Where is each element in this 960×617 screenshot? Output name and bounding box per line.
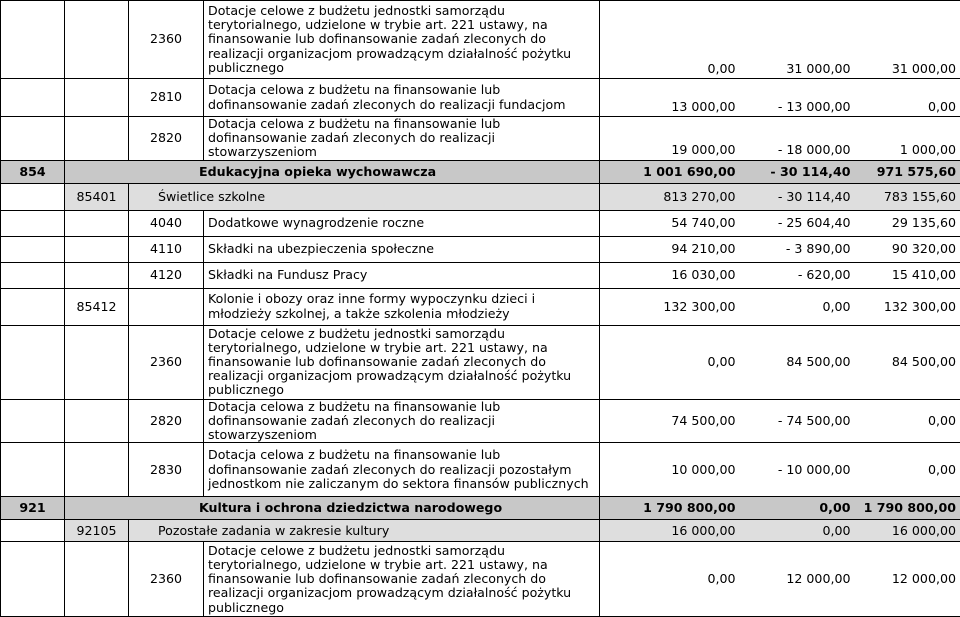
after-amount: 971 575,60: [855, 160, 960, 183]
plan-amount: 54 740,00: [600, 210, 740, 236]
rozdzial-row: [1, 183, 960, 210]
plan-amount: 94 210,00: [600, 236, 740, 262]
plan-amount: 74 500,00: [600, 399, 740, 443]
rozdzial-cell: [65, 443, 129, 497]
plan-amount: 16 000,00: [600, 520, 740, 542]
dzial-code: 854: [1, 160, 65, 183]
table-row: [1, 117, 960, 161]
paragraph-code: 4120: [129, 262, 204, 288]
table-row: [1, 542, 960, 617]
dzial-cell: [1, 262, 65, 288]
paragraph-code: 2820: [129, 117, 204, 161]
after-amount: 1 790 800,00: [855, 497, 960, 520]
plan-amount: 132 300,00: [600, 288, 740, 325]
plan-amount: 813 270,00: [600, 183, 740, 210]
dzial-name: Edukacyjna opieka wychowawcza: [65, 160, 600, 183]
rozdzial-row: [1, 288, 960, 325]
dzial-name: Kultura i ochrona dziedzictwa narodowego: [65, 497, 600, 520]
change-amount: 31 000,00: [740, 1, 855, 79]
rozdzial-cell: [65, 236, 129, 262]
row-description: Dodatkowe wynagrodzenie roczne: [204, 210, 600, 236]
dzial-cell: [1, 236, 65, 262]
rozdzial-cell: [65, 117, 129, 161]
change-amount: - 620,00: [740, 262, 855, 288]
table-row: [1, 79, 960, 117]
change-amount: 12 000,00: [740, 542, 855, 617]
dzial-row: [1, 160, 960, 183]
rozdzial-name: Pozostałe zadania w zakresie kultury: [129, 520, 600, 542]
change-amount: - 10 000,00: [740, 443, 855, 497]
table-row: [1, 1, 960, 79]
rozdzial-name: Świetlice szkolne: [129, 183, 600, 210]
plan-amount: 0,00: [600, 1, 740, 79]
table-row: [1, 443, 960, 497]
dzial-cell: [1, 79, 65, 117]
dzial-cell: [1, 443, 65, 497]
rozdzial-name: Kolonie i obozy oraz inne formy wypoczynku dzieci i młodzieży szkolnej, a także szkolenia młodzieży: [204, 288, 600, 325]
table-row: [1, 262, 960, 288]
dzial-cell: [1, 183, 65, 210]
paragraph-code: 4040: [129, 210, 204, 236]
after-amount: 31 000,00: [855, 1, 960, 79]
table-row: [1, 325, 960, 399]
plan-amount: 0,00: [600, 325, 740, 399]
after-amount: 90 320,00: [855, 236, 960, 262]
change-amount: 0,00: [740, 497, 855, 520]
after-amount: 29 135,60: [855, 210, 960, 236]
dzial-cell: [1, 399, 65, 443]
paragraph-code: 2820: [129, 399, 204, 443]
after-amount: 16 000,00: [855, 520, 960, 542]
row-description: Dotacja celowa z budżetu na finansowanie lub dofinansowanie zadań zleconych do realizacji stowarzyszeniom: [204, 117, 600, 161]
row-description: Składki na ubezpieczenia społeczne: [204, 236, 600, 262]
paragraph-code: 2360: [129, 325, 204, 399]
paragraph-code: 4110: [129, 236, 204, 262]
plan-amount: 1 790 800,00: [600, 497, 740, 520]
paragraph-code: 2360: [129, 1, 204, 79]
rozdzial-code: 92105: [65, 520, 129, 542]
after-amount: 783 155,60: [855, 183, 960, 210]
row-description: Dotacje celowe z budżetu jednostki samorządu terytorialnego, udzielone w trybie art. 221 ustawy, na finansowanie lub dofinansowanie zadań zleconych do realizacji organizacjom prowadzącym działalność pożytku publicznego: [204, 542, 600, 617]
change-amount: - 30 114,40: [740, 183, 855, 210]
after-amount: 132 300,00: [855, 288, 960, 325]
after-amount: 84 500,00: [855, 325, 960, 399]
plan-amount: 10 000,00: [600, 443, 740, 497]
change-amount: 0,00: [740, 520, 855, 542]
rozdzial-row: [1, 520, 960, 542]
change-amount: - 25 604,40: [740, 210, 855, 236]
rozdzial-cell: [65, 79, 129, 117]
rozdzial-cell: [65, 325, 129, 399]
after-amount: 1 000,00: [855, 117, 960, 161]
table-row: [1, 399, 960, 443]
rozdzial-cell: [65, 210, 129, 236]
row-description: Składki na Fundusz Pracy: [204, 262, 600, 288]
row-description: Dotacje celowe z budżetu jednostki samorządu terytorialnego, udzielone w trybie art. 221 ustawy, na finansowanie lub dofinansowanie zadań zleconych do realizacji organizacjom prowadzącym działalność pożytku publicznego: [204, 1, 600, 79]
dzial-cell: [1, 325, 65, 399]
dzial-cell: [1, 1, 65, 79]
paragraph-code: 2360: [129, 542, 204, 617]
after-amount: 0,00: [855, 399, 960, 443]
change-amount: - 30 114,40: [740, 160, 855, 183]
after-amount: 12 000,00: [855, 542, 960, 617]
rozdzial-cell: [65, 399, 129, 443]
after-amount: 0,00: [855, 443, 960, 497]
row-description: Dotacja celowa z budżetu na finansowanie lub dofinansowanie zadań zleconych do realizacji fundacjom: [204, 79, 600, 117]
change-amount: - 3 890,00: [740, 236, 855, 262]
table-row: [1, 236, 960, 262]
change-amount: - 13 000,00: [740, 79, 855, 117]
change-amount: 0,00: [740, 288, 855, 325]
plan-amount: 1 001 690,00: [600, 160, 740, 183]
paragraph-code: 2810: [129, 79, 204, 117]
row-description: Dotacje celowe z budżetu jednostki samorządu terytorialnego, udzielone w trybie art. 221 ustawy, na finansowanie lub dofinansowanie zadań zleconych do realizacji organizacjom prowadzącym działalność pożytku publicznego: [204, 325, 600, 399]
change-amount: - 74 500,00: [740, 399, 855, 443]
paragraph-cell: [129, 288, 204, 325]
change-amount: - 18 000,00: [740, 117, 855, 161]
dzial-code: 921: [1, 497, 65, 520]
after-amount: 15 410,00: [855, 262, 960, 288]
dzial-cell: [1, 288, 65, 325]
dzial-cell: [1, 210, 65, 236]
dzial-row: [1, 497, 960, 520]
after-amount: 0,00: [855, 79, 960, 117]
rozdzial-code: 85412: [65, 288, 129, 325]
table-row: [1, 210, 960, 236]
plan-amount: 19 000,00: [600, 117, 740, 161]
plan-amount: 16 030,00: [600, 262, 740, 288]
rozdzial-cell: [65, 1, 129, 79]
change-amount: 84 500,00: [740, 325, 855, 399]
dzial-cell: [1, 542, 65, 617]
row-description: Dotacja celowa z budżetu na finansowanie lub dofinansowanie zadań zleconych do realizacji pozostałym jednostkom nie zaliczanym do sektora finansów publicznych: [204, 443, 600, 497]
rozdzial-cell: [65, 262, 129, 288]
dzial-cell: [1, 520, 65, 542]
plan-amount: 13 000,00: [600, 79, 740, 117]
paragraph-code: 2830: [129, 443, 204, 497]
row-description: Dotacja celowa z budżetu na finansowanie lub dofinansowanie zadań zleconych do realizacji stowarzyszeniom: [204, 399, 600, 443]
rozdzial-code: 85401: [65, 183, 129, 210]
dzial-cell: [1, 117, 65, 161]
rozdzial-cell: [65, 542, 129, 617]
plan-amount: 0,00: [600, 542, 740, 617]
